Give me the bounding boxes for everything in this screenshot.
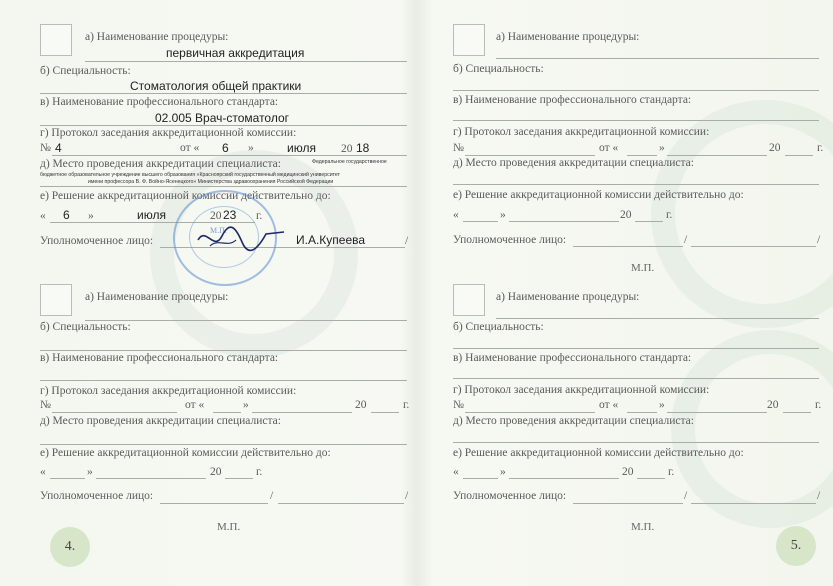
underline: [85, 320, 407, 321]
underline: [213, 412, 241, 413]
underline: [252, 412, 352, 413]
checkbox[interactable]: [40, 24, 72, 56]
underline: [453, 90, 819, 91]
protocol-label: г) Протокол заседания аккредитационной комиссии:: [40, 385, 297, 397]
underline: [496, 318, 819, 319]
authorized-label: Уполномоченное лицо:: [453, 234, 567, 246]
protocol-number: 4: [55, 141, 62, 155]
slash: /: [405, 490, 409, 502]
close-quote: »: [248, 142, 254, 154]
procedure-label: а) Наименование процедуры:: [496, 31, 640, 43]
year-suffix: г.: [815, 399, 822, 411]
checkbox[interactable]: [453, 284, 485, 316]
close-quote: »: [500, 209, 506, 221]
from-quote: от «: [180, 142, 200, 154]
year-suffix: г.: [668, 466, 675, 478]
entry-section-1: [0, 0, 418, 280]
year-suffix: г.: [256, 210, 263, 222]
underline: [40, 444, 407, 445]
protocol-label: г) Протокол заседания аккредитационной комиссии:: [40, 127, 297, 139]
underline: [637, 478, 665, 479]
underline: [453, 348, 819, 349]
open-quote: «: [40, 466, 46, 478]
standard-label: в) Наименование профессионального стандарта:: [40, 96, 279, 108]
protocol-year: 18: [356, 141, 370, 155]
decision-label: е) Решение аккредитационной комиссии действительно до:: [40, 447, 331, 459]
underline: [509, 478, 619, 479]
checkbox[interactable]: [453, 24, 485, 56]
entry-section-2: [421, 0, 833, 280]
page-number-right: 5.: [776, 526, 816, 566]
underline: [465, 155, 595, 156]
underline: [40, 186, 407, 187]
authorized-name: И.А.Купеева: [296, 233, 366, 247]
year-prefix: 20: [620, 209, 632, 221]
specialty-value: Стоматология общей практики: [130, 79, 302, 93]
underline: [40, 93, 407, 94]
year-prefix: 20: [210, 466, 222, 478]
year-suffix: г.: [817, 142, 824, 154]
protocol-label: г) Протокол заседания аккредитационной комиссии:: [453, 126, 710, 138]
decision-label: е) Решение аккредитационной комиссии действительно до:: [40, 190, 331, 202]
underline: [783, 412, 811, 413]
underline: [160, 503, 268, 504]
underline: [453, 378, 819, 379]
year-prefix: 20: [341, 143, 353, 155]
close-quote: »: [87, 466, 93, 478]
underline: [50, 478, 85, 479]
entry-section-3: [0, 282, 418, 532]
number-sign: №: [453, 142, 464, 154]
mp-label: М.П.: [631, 521, 655, 533]
specialty-label: б) Специальность:: [453, 63, 544, 75]
slash: /: [817, 234, 821, 246]
specialty-label: б) Специальность:: [40, 65, 131, 77]
place-value-line-1: Федеральное государственное: [312, 159, 387, 165]
underline: [465, 412, 595, 413]
underline: [463, 221, 498, 222]
open-quote: «: [40, 210, 46, 222]
procedure-value: первичная аккредитация: [166, 46, 305, 60]
standard-value: 02.005 Врач-стоматолог: [155, 111, 290, 125]
close-quote: »: [659, 399, 665, 411]
underline: [52, 412, 177, 413]
year-prefix: 20: [769, 142, 781, 154]
close-quote: »: [659, 142, 665, 154]
year-suffix: г.: [666, 209, 673, 221]
underline: [667, 155, 767, 156]
number-sign: №: [40, 142, 51, 154]
underline: [278, 503, 404, 504]
protocol-month: июля: [287, 141, 316, 155]
slash: /: [684, 490, 688, 502]
underline: [496, 58, 819, 59]
place-value-line-2: бюджетное образовательное учреждение высшего образования «Красноярский государственный медицинский университет: [40, 172, 341, 178]
underline: [691, 246, 816, 247]
from-quote: от «: [599, 142, 619, 154]
place-label: д) Место проведения аккредитации специалиста:: [453, 157, 694, 169]
authorized-label: Уполномоченное лицо:: [40, 235, 154, 247]
underline: [85, 61, 407, 62]
underline: [573, 246, 683, 247]
stamp-mp-text: М.П.: [210, 226, 227, 235]
mp-label: М.П.: [217, 521, 241, 533]
checkbox[interactable]: [40, 284, 72, 316]
procedure-label: а) Наименование процедуры:: [85, 291, 229, 303]
standard-label: в) Наименование профессионального стандарта:: [453, 352, 692, 364]
underline: [371, 412, 399, 413]
underline: [463, 478, 498, 479]
underline: [509, 221, 619, 222]
specialty-label: б) Специальность:: [40, 321, 131, 333]
number-sign: №: [453, 399, 464, 411]
underline: [627, 412, 657, 413]
mp-label: М.П.: [631, 262, 655, 274]
right-page: [421, 0, 833, 586]
entry-section-4: [421, 282, 833, 532]
underline: [40, 350, 407, 351]
slash: /: [405, 235, 409, 247]
open-quote: «: [453, 209, 459, 221]
underline: [453, 184, 819, 185]
underline: [453, 442, 819, 443]
year-suffix: г.: [256, 466, 263, 478]
underline: [691, 503, 816, 504]
page-number-left: 4.: [50, 527, 90, 567]
protocol-day: 6: [222, 141, 229, 155]
underline: [667, 412, 767, 413]
authorized-label: Уполномоченное лицо:: [40, 490, 154, 502]
slash: /: [684, 234, 688, 246]
authorized-label: Уполномоченное лицо:: [453, 490, 567, 502]
underline: [453, 120, 819, 121]
handwritten-signature: [196, 222, 286, 256]
underline: [40, 125, 407, 126]
underline: [40, 380, 407, 381]
underline: [96, 478, 206, 479]
number-sign: №: [40, 399, 51, 411]
valid-day: 6: [63, 208, 70, 222]
standard-label: в) Наименование профессионального стандарта:: [453, 94, 692, 106]
close-quote: »: [500, 466, 506, 478]
protocol-label: г) Протокол заседания аккредитационной комиссии:: [453, 384, 710, 396]
underline: [52, 155, 407, 156]
valid-year: 23: [223, 208, 237, 222]
year-suffix: г.: [403, 399, 410, 411]
from-quote: от «: [599, 399, 619, 411]
slash: /: [817, 490, 821, 502]
place-label: д) Место проведения аккредитации специалиста:: [453, 415, 694, 427]
place-label: д) Место проведения аккредитации специалиста:: [40, 158, 281, 170]
underline: [635, 221, 663, 222]
from-quote: от «: [185, 399, 205, 411]
valid-month: июля: [137, 208, 166, 222]
close-quote: »: [243, 399, 249, 411]
decision-label: е) Решение аккредитационной комиссии действительно до:: [453, 189, 744, 201]
year-prefix: 20: [767, 399, 779, 411]
underline: [573, 503, 683, 504]
underline: [785, 155, 813, 156]
decision-label: е) Решение аккредитационной комиссии действительно до:: [453, 447, 744, 459]
slash: /: [270, 490, 274, 502]
year-prefix: 20: [355, 399, 367, 411]
specialty-label: б) Специальность:: [453, 321, 544, 333]
year-prefix: 20: [210, 210, 222, 222]
year-prefix: 20: [622, 466, 634, 478]
place-value-line-3: имени профессора В. Ф. Войно-Ясенецкого» Министерства здравоохранения Российской Федерации: [88, 179, 334, 185]
underline: [627, 155, 657, 156]
place-label: д) Место проведения аккредитации специалиста:: [40, 415, 281, 427]
open-quote: «: [453, 466, 459, 478]
underline: [225, 478, 253, 479]
procedure-label: а) Наименование процедуры:: [496, 291, 640, 303]
standard-label: в) Наименование профессионального стандарта:: [40, 352, 279, 364]
close-quote: »: [88, 210, 94, 222]
procedure-label: а) Наименование процедуры:: [85, 31, 229, 43]
